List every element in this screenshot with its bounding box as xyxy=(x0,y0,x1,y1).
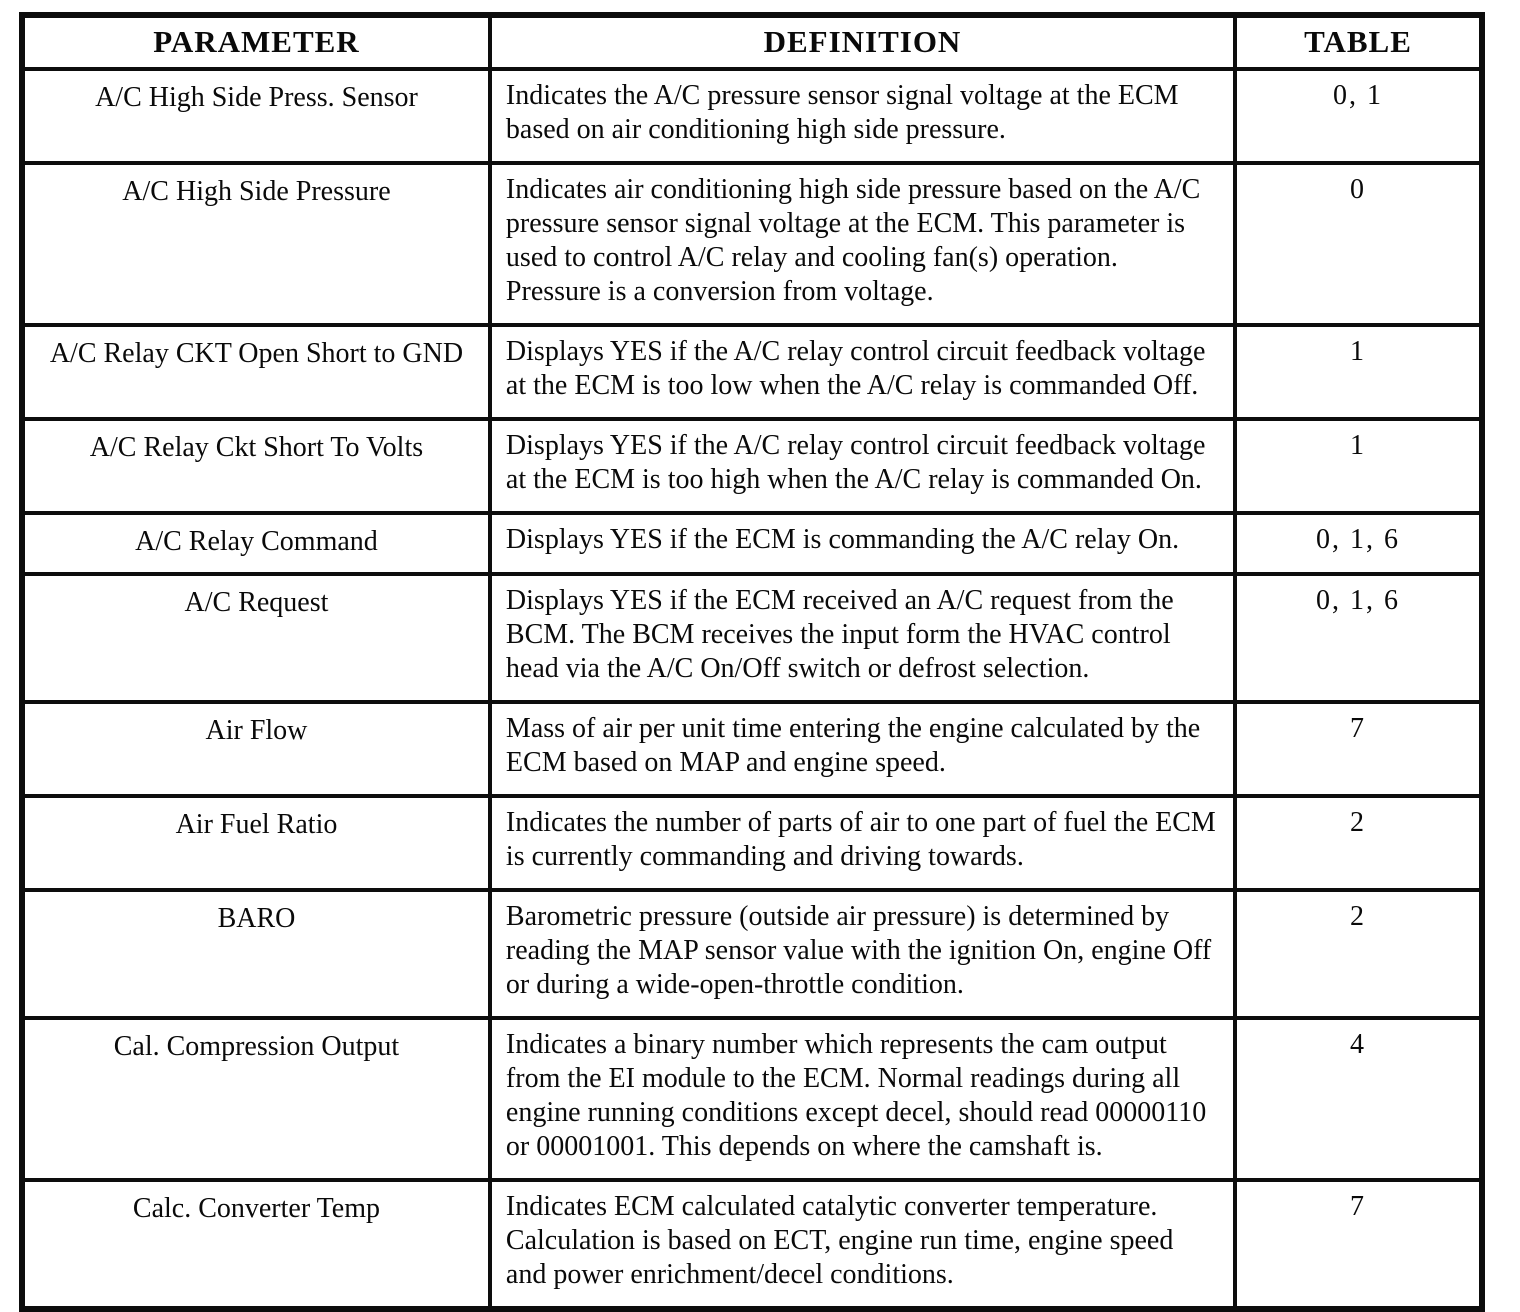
header-table: TABLE xyxy=(1235,15,1482,69)
table-row xyxy=(22,69,1482,163)
table-reference-cell: 2 xyxy=(1235,890,1482,1018)
parameter-cell: BARO xyxy=(22,890,490,1018)
parameter-cell: Calc. Converter Temp xyxy=(22,1180,490,1309)
table-row xyxy=(22,796,1482,890)
definition-cell: Barometric pressure (outside air pressure) is determined by reading the MAP sensor value with the ignition On, engine Off or during a wide-open-throttle condition. xyxy=(490,890,1235,1018)
table-reference-cell: 0, 1, 6 xyxy=(1235,574,1482,702)
definition-cell: Indicates the A/C pressure sensor signal voltage at the ECM based on air conditioning high side pressure. xyxy=(490,69,1235,163)
table-row xyxy=(22,1018,1482,1180)
parameter-cell: A/C Request xyxy=(22,574,490,702)
header-row xyxy=(22,15,1482,69)
definition-cell: Indicates ECM calculated catalytic converter temperature. Calculation is based on ECT, engine run time, engine speed and power enrichment/decel conditions. xyxy=(490,1180,1235,1309)
table-row xyxy=(22,513,1482,574)
table-row xyxy=(22,325,1482,419)
definition-cell: Displays YES if the A/C relay control circuit feedback voltage at the ECM is too low when the A/C relay is commanded Off. xyxy=(490,325,1235,419)
table-row xyxy=(22,890,1482,1018)
definition-cell: Displays YES if the A/C relay control circuit feedback voltage at the ECM is too high when the A/C relay is commanded On. xyxy=(490,419,1235,513)
parameter-cell: A/C Relay CKT Open Short to GND xyxy=(22,325,490,419)
parameter-cell: Air Fuel Ratio xyxy=(22,796,490,890)
definition-cell: Displays YES if the ECM is commanding the A/C relay On. xyxy=(490,513,1235,574)
header-parameter: PARAMETER xyxy=(22,15,490,69)
parameter-cell: A/C High Side Press. Sensor xyxy=(22,69,490,163)
table-reference-cell: 0 xyxy=(1235,163,1482,325)
parameter-cell: A/C Relay Command xyxy=(22,513,490,574)
table-reference-cell: 0, 1 xyxy=(1235,69,1482,163)
table-row xyxy=(22,1180,1482,1309)
definition-cell: Indicates air conditioning high side pressure based on the A/C pressure sensor signal voltage at the ECM. This parameter is used to control A/C relay and cooling fan(s) operation. Pressure is a conversion from voltage. xyxy=(490,163,1235,325)
table-reference-cell: 2 xyxy=(1235,796,1482,890)
table-reference-cell: 4 xyxy=(1235,1018,1482,1180)
table-row xyxy=(22,163,1482,325)
header-definition: DEFINITION xyxy=(490,15,1235,69)
definition-cell: Indicates the number of parts of air to one part of fuel the ECM is currently commanding and driving towards. xyxy=(490,796,1235,890)
definition-cell: Mass of air per unit time entering the engine calculated by the ECM based on MAP and engine speed. xyxy=(490,702,1235,796)
parameter-definition-table xyxy=(19,12,1485,1312)
table-row xyxy=(22,702,1482,796)
table-reference-cell: 7 xyxy=(1235,1180,1482,1309)
definition-cell: Indicates a binary number which represents the cam output from the EI module to the ECM. Normal readings during all engine running conditions except decel, should read 00000110 or 00001001. This depends on where the camshaft is. xyxy=(490,1018,1235,1180)
table-reference-cell: 1 xyxy=(1235,325,1482,419)
parameter-cell: A/C High Side Pressure xyxy=(22,163,490,325)
parameter-cell: A/C Relay Ckt Short To Volts xyxy=(22,419,490,513)
parameter-cell: Air Flow xyxy=(22,702,490,796)
table-reference-cell: 7 xyxy=(1235,702,1482,796)
table-reference-cell: 1 xyxy=(1235,419,1482,513)
parameter-cell: Cal. Compression Output xyxy=(22,1018,490,1180)
table-row xyxy=(22,574,1482,702)
definition-cell: Displays YES if the ECM received an A/C request from the BCM. The BCM receives the input form the HVAC control head via the A/C On/Off switch or defrost selection. xyxy=(490,574,1235,702)
table-reference-cell: 0, 1, 6 xyxy=(1235,513,1482,574)
table-row xyxy=(22,419,1482,513)
